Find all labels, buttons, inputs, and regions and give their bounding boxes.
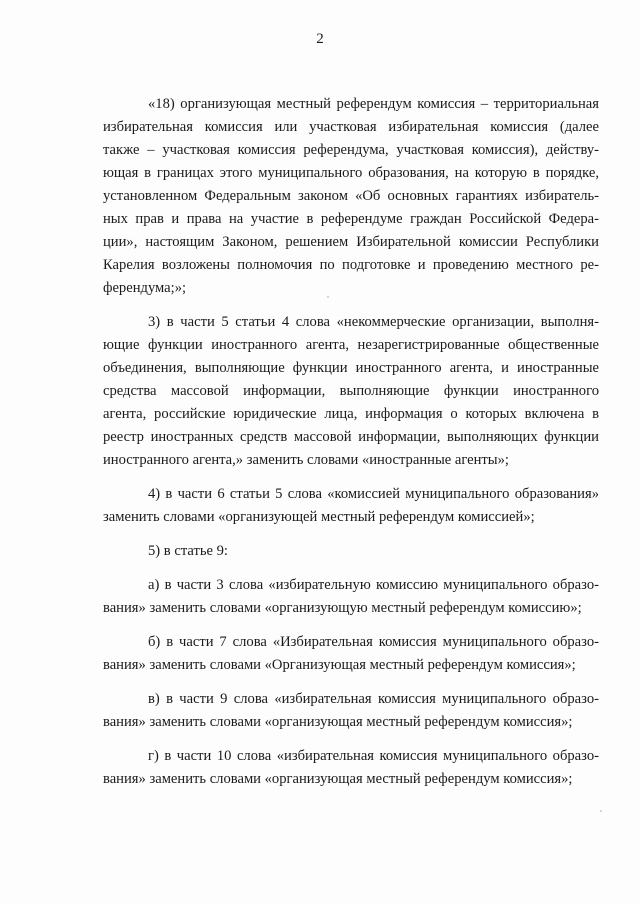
text-line: заменить словами «организующей местный референдум комиссией»; <box>103 509 535 525</box>
text-line: средства массовой информации, выполняющие функции иностранного <box>103 383 599 399</box>
scan-speck <box>327 296 329 298</box>
page-number: 2 <box>316 31 324 47</box>
text-line: вания» заменить словами «организующая местный референдум комиссия»; <box>103 714 573 730</box>
text-line: иностранного агента,» заменить словами «иностранные агенты»; <box>103 452 509 468</box>
text-line: 3) в части 5 статьи 4 слова «некоммерческие организации, выполня- <box>148 314 599 330</box>
text-line: Карелия возложены полномочия по подготовке и проведению местного ре- <box>103 257 599 273</box>
text-line: вания» заменить словами «организующую местный референдум комиссию»; <box>103 600 582 616</box>
text-line: агента, российские юридические лица, информация о которых включена в <box>103 406 599 422</box>
text-line: ции», настоящим Законом, решением Избирательной комиссии Республики <box>103 234 599 250</box>
text-line: вания» заменить словами «Организующая местный референдум комиссия»; <box>103 657 576 673</box>
text-line: установленном Федеральным законом «Об основных гарантиях избиратель- <box>103 188 599 204</box>
subparagraph-g <box>103 745 599 791</box>
text-line: ферендума;»; <box>103 280 187 296</box>
text-line: г) в части 10 слова «избирательная комиссия муниципального образо- <box>148 748 599 764</box>
text-line: ющая в границах этого муниципального образования, на которую в порядке, <box>103 165 599 181</box>
paragraph-item-18 <box>103 93 599 300</box>
subparagraph-v <box>103 688 599 734</box>
document-body <box>103 93 599 791</box>
text-line: в) в части 9 слова «избирательная комиссия муниципального образо- <box>148 691 599 707</box>
paragraph-item-3 <box>103 311 599 472</box>
paragraph-item-5 <box>103 540 599 563</box>
subparagraph-a <box>103 574 599 620</box>
text-line: «18) организующая местный референдум комиссия – территориальная <box>148 96 599 112</box>
text-line: ных прав и права на участие в референдуме граждан Российской Федера- <box>103 211 599 227</box>
text-line: вания» заменить словами «организующая местный референдум комиссия»; <box>103 771 573 787</box>
text-line: б) в части 7 слова «Избирательная комиссия муниципального образо- <box>148 634 599 650</box>
subparagraph-b <box>103 631 599 677</box>
scan-speck <box>600 810 602 812</box>
text-line: объединения, выполняющие функции иностранного агента, и иностранные <box>103 360 599 376</box>
text-line: ющие функции иностранного агента, незарегистрированные общественные <box>103 337 599 353</box>
text-line: реестр иностранных средств массовой информации, выполняющих функции <box>103 429 599 445</box>
text-line: также – участковая комиссия референдума, участковая комиссия), действу- <box>103 142 599 158</box>
paragraph-item-4 <box>103 483 599 529</box>
text-line: 4) в части 6 статьи 5 слова «комиссией муниципального образования» <box>148 486 599 502</box>
text-line: 5) в статье 9: <box>148 543 228 559</box>
text-line: избирательная комиссия или участковая избирательная комиссия (далее <box>103 119 599 135</box>
text-line: а) в части 3 слова «избирательную комиссию муниципального образо- <box>148 577 599 593</box>
